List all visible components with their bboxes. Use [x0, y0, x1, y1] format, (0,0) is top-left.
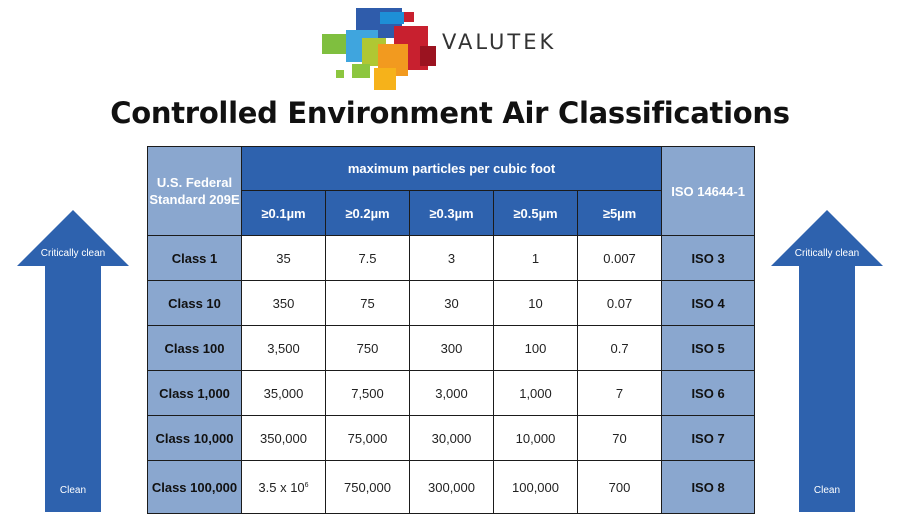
- value-cell: 70: [578, 416, 662, 461]
- table-row: [148, 371, 755, 416]
- iso-cell: ISO 8: [662, 461, 755, 514]
- class-cell: Class 10: [148, 281, 242, 326]
- value-cell: 10: [494, 281, 578, 326]
- header-max-particles: maximum particles per cubic foot: [242, 147, 662, 191]
- header-federal-standard: U.S. Federal Standard 209E: [148, 147, 242, 236]
- value-cell: 700: [578, 461, 662, 514]
- value-cell: 1: [494, 236, 578, 281]
- value-cell: [242, 461, 326, 514]
- arrow-bottom-label: Clean: [59, 485, 87, 496]
- size-header: ≥0.2µm: [326, 191, 410, 236]
- size-header: ≥0.1µm: [242, 191, 326, 236]
- value-cell: 100: [494, 326, 578, 371]
- value-cell: 300: [410, 326, 494, 371]
- page-title: Controlled Environment Air Classifications: [110, 96, 790, 130]
- header-iso-standard: ISO 14644-1: [662, 147, 755, 236]
- size-header: ≥5µm: [578, 191, 662, 236]
- value-cell: 30,000: [410, 416, 494, 461]
- arrow-bottom-label: Clean: [813, 485, 841, 496]
- value-cell: 750,000: [326, 461, 410, 514]
- value-cell: 3,000: [410, 371, 494, 416]
- value-cell: 7,500: [326, 371, 410, 416]
- value-cell: 7.5: [326, 236, 410, 281]
- logo-wordmark: VALUTEK: [442, 30, 557, 54]
- table-row: [148, 281, 755, 326]
- class-cell: Class 1,000: [148, 371, 242, 416]
- iso-cell: ISO 3: [662, 236, 755, 281]
- iso-cell: ISO 7: [662, 416, 755, 461]
- classification-table: [147, 146, 755, 514]
- iso-cell: ISO 6: [662, 371, 755, 416]
- value-mantissa: 3.5 x 10: [258, 479, 305, 495]
- table-row: [148, 236, 755, 281]
- value-cell: 300,000: [410, 461, 494, 514]
- value-cell: 35,000: [242, 371, 326, 416]
- value-exponent: 6: [304, 481, 309, 489]
- size-header: ≥0.3µm: [410, 191, 494, 236]
- cleanliness-arrow-right: [771, 210, 883, 512]
- value-cell: 0.7: [578, 326, 662, 371]
- arrow-top-label: Critically clean: [40, 248, 106, 259]
- table-row: [148, 326, 755, 371]
- value-cell: 35: [242, 236, 326, 281]
- value-cell: 0.007: [578, 236, 662, 281]
- value-cell: 75: [326, 281, 410, 326]
- value-cell: 10,000: [494, 416, 578, 461]
- value-cell: 75,000: [326, 416, 410, 461]
- value-cell: 7: [578, 371, 662, 416]
- size-header: ≥0.5µm: [494, 191, 578, 236]
- iso-cell: ISO 5: [662, 326, 755, 371]
- arrow-top-label: Critically clean: [794, 248, 860, 259]
- table-row: [148, 461, 755, 514]
- class-cell: Class 10,000: [148, 416, 242, 461]
- value-cell: 0.07: [578, 281, 662, 326]
- class-cell: Class 100: [148, 326, 242, 371]
- value-cell: 30: [410, 281, 494, 326]
- value-cell: 3,500: [242, 326, 326, 371]
- value-cell: 100,000: [494, 461, 578, 514]
- valutek-logo: [322, 8, 582, 92]
- value-cell: 1,000: [494, 371, 578, 416]
- value-cell: 3: [410, 236, 494, 281]
- cleanliness-arrow-left: [17, 210, 129, 512]
- value-cell: 750: [326, 326, 410, 371]
- class-cell: Class 100,000: [148, 461, 242, 514]
- table-row: [148, 416, 755, 461]
- logo-mosaic-icon: [322, 8, 442, 92]
- class-cell: Class 1: [148, 236, 242, 281]
- value-cell: 350: [242, 281, 326, 326]
- value-cell: 350,000: [242, 416, 326, 461]
- iso-cell: ISO 4: [662, 281, 755, 326]
